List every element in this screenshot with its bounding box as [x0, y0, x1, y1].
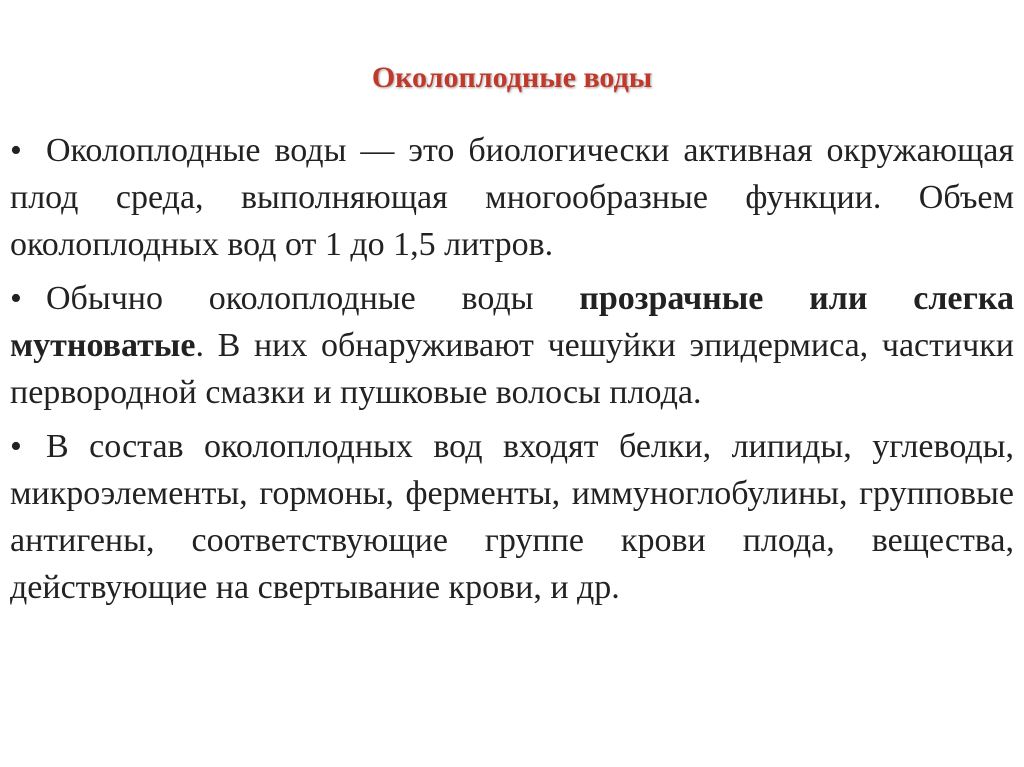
- bullet-marker: •: [10, 428, 22, 465]
- list-item: [10, 127, 1014, 268]
- list-item: [10, 275, 1014, 416]
- bullet-marker: •: [10, 132, 22, 169]
- slide-title: Околоплодные воды: [371, 61, 653, 94]
- paragraph-text: В состав околоплодных вод входят белки, липиды, углеводы, микроэлементы, гормоны, ферменты, иммуноглобулины, групповые антигены, соответствующие группе крови плода, вещества, действующие на свертывание крови, и др.: [10, 428, 1014, 606]
- bullet-list: [10, 127, 1014, 618]
- list-item: [10, 423, 1014, 611]
- paragraph-text: Околоплодные воды — это биологически активная окружающая плод среда, выполняющая многообразные функции. Объем околоплодных вод от 1 до 1,5 литров.: [10, 132, 1014, 263]
- paragraph-text-before: Обычно околоплодные воды: [46, 280, 580, 317]
- bullet-marker: •: [10, 280, 22, 317]
- paragraph-text-after: . В них обнаруживают чешуйки эпидермиса, частички первородной смазки и пушковые волосы плода.: [10, 327, 1014, 411]
- paragraph-text-bold: прозрачные или слегка мутноватые: [10, 280, 1015, 364]
